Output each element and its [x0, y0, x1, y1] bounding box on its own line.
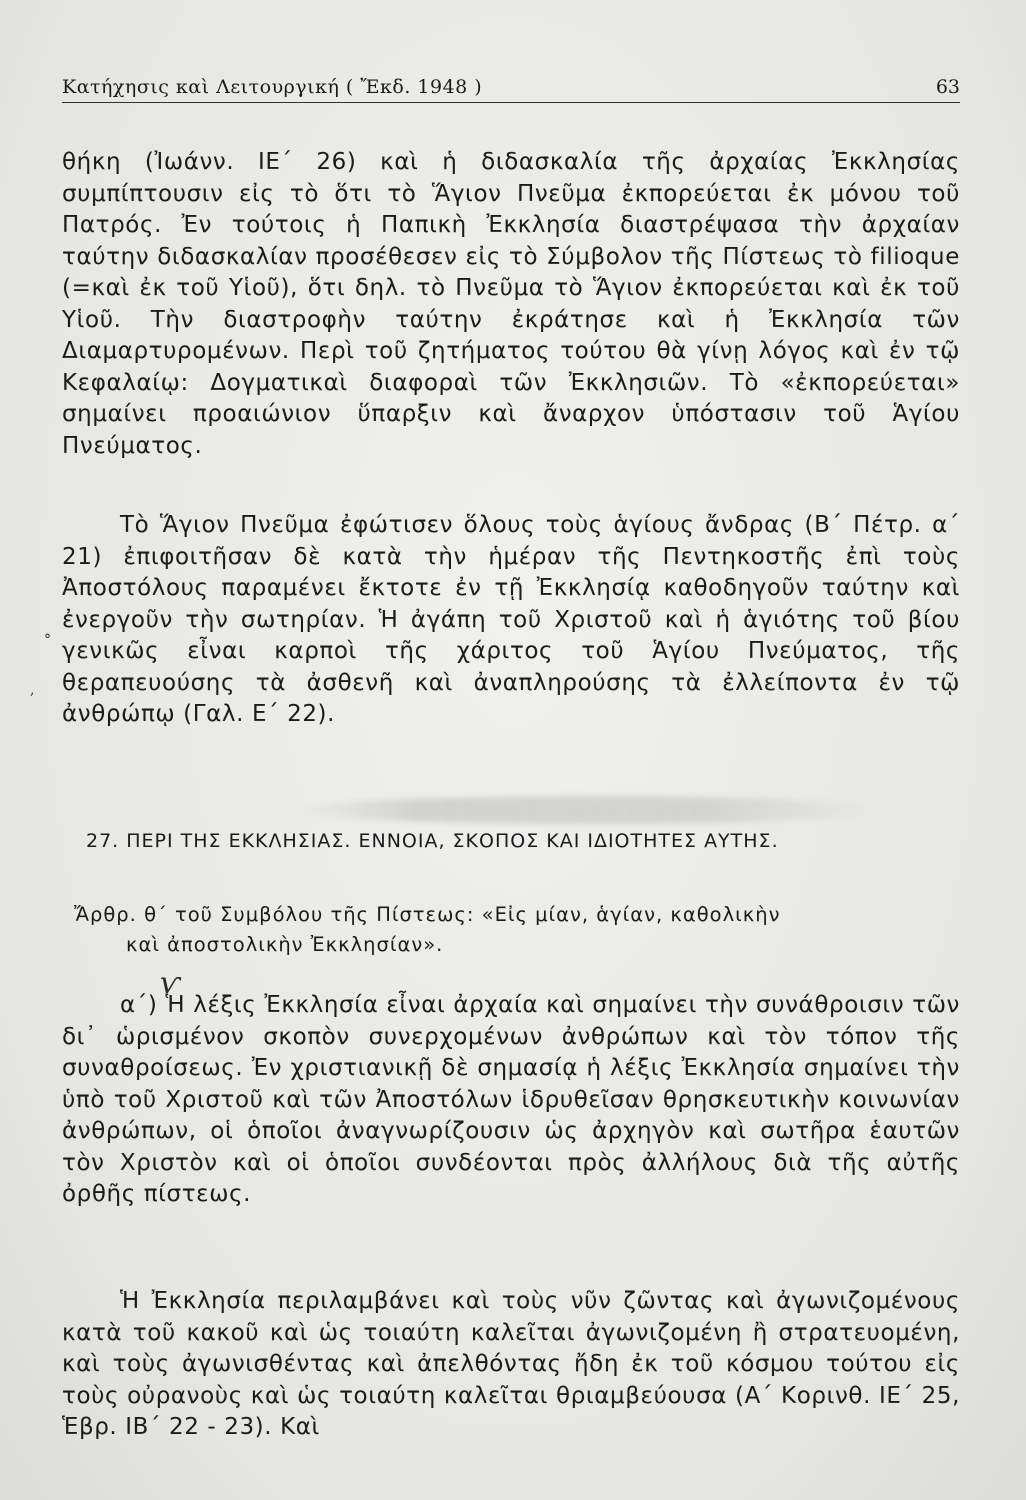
paragraph-filioque: θήκη (Ἰωάνν. ΙΕ΄ 26) καὶ ἡ διδασκαλία τῆς ἀρχαίας Ἐκκλησίας συμπίπτουσιν εἰς τὸ ὅτι τὸ Ἅγιον Πνεῦμα ἐκπορεύεται ἐκ μόνου τοῦ Πατρός. Ἐν τούτοις ἡ Παπικὴ Ἐκκλησία διαστρέψασα τὴν ἀρχαίαν ταύτην διδασκαλίαν προσέθεσεν εἰς τὸ Σύμβολον τῆς Πίστεως τὸ filioque (=καὶ ἐκ τοῦ Υἱοῦ), ὅτι δηλ. τὸ Πνεῦμα τὸ Ἅγιον ἐκπορεύεται καὶ ἐκ τοῦ Υἱοῦ. Τὴν διαστροφὴν ταύτην ἐκράτησε καὶ ἡ Ἐκκλησία τῶν Διαμαρτυρομένων. Περὶ τοῦ ζητήματος τούτου θὰ γίνῃ λόγος καὶ ἐν τῷ Κεφαλαίῳ: Δογματικαὶ διαφοραὶ τῶν Ἐκκλησιῶν. Τὸ «ἐκπορεύεται» σημαίνει προαιώνιον ὕπαρξιν καὶ ἄναρχον ὑπόστασιν τοῦ Ἁγίου Πνεύματος.	[62, 149, 960, 459]
creed-article-line2: καὶ ἀποστολικὴν Ἐκκλησίαν».	[126, 933, 444, 956]
header-title: Κατήχησις καὶ Λειτουργική ( Ἔκδ. 1948 )	[62, 76, 483, 98]
margin-dot-mark: °	[44, 632, 51, 648]
section-heading: 27. ΠΕΡΙ ΤΗΣ ΕΚΚΛΗΣΙΑΣ. ΕΝΝΟΙΑ, ΣΚΟΠΟΣ ΚΑΙ ΙΔΙΟΤΗΤΕΣ ΑΥΤΗΣ.	[86, 830, 779, 852]
paragraph-holy-spirit: Τὸ Ἅγιον Πνεῦμα ἐφώτισεν ὅλους τοὺς ἁγίους ἄνδρας (Β΄ Πέτρ. α΄ 21) ἐπιφοιτῆσαν δὲ κατὰ τὴν ἡμέραν τῆς Πεντηκοστῆς ἐπὶ τοὺς Ἀποστόλους παραμένει ἔκτοτε ἐν τῇ Ἐκκλησίᾳ καθοδηγοῦν ταύτην καὶ ἐνεργοῦν τὴν σωτηρίαν. Ἡ ἀγάπη τοῦ Χριστοῦ καὶ ἡ ἁγιότης τοῦ βίου γενικῶς εἶναι καρποὶ τῆς χάριτος τοῦ Ἁγίου Πνεύματος, τῆς θεραπευούσης τὰ ἀσθενῆ καὶ ἀναπληρούσης τὰ ἐλλείποντα ἐν τῷ ἀνθρώπῳ (Γαλ. Ε΄ 22).	[62, 512, 960, 727]
paragraph-definition: α΄) Ἡ λέξις Ἐκκλησία εἶναι ἀρχαία καὶ σημαίνει τὴν συνάθροισιν τῶν δι᾽ ὡρισμένον σκοπὸν συνερχομένων ἀνθρώπων καὶ τὸν τόπον τῆς συναθροίσεως. Ἐν χριστιανικῇ δὲ σημασίᾳ ἡ λέξις Ἐκκλησία σημαίνει τὴν ὑπὸ τοῦ Χριστοῦ καὶ τῶν Ἀποστόλων ἱδρυθεῖσαν θρησκευτικὴν κοινωνίαν ἀνθρώπων, οἱ ὁποῖοι ἀναγνωρίζουσιν ὡς ἀρχηγὸν καὶ σωτῆρα ἑαυτῶν τὸν Χριστὸν καὶ οἱ ὁποῖοι συνδέονται πρὸς ἀλλήλους διὰ τῆς αὐτῆς ὀρθῆς πίστεως.	[62, 992, 960, 1207]
handwriting-smear	[300, 796, 880, 824]
page-number: 63	[935, 76, 960, 98]
creed-article-quote	[74, 900, 960, 960]
margin-comma-mark: ,	[30, 682, 35, 698]
running-header	[62, 76, 960, 103]
creed-article-line1: Ἄρθρ. θ΄ τοῦ Συμβόλου τῆς Πίστεως: «Εἰς μίαν, ἁγίαν, καθολικὴν	[74, 903, 781, 926]
paragraph-militant-triumphant: Ἡ Ἐκκλησία περιλαμβάνει καὶ τοὺς νῦν ζῶντας καὶ ἀγωνιζομένους κατὰ τοῦ κακοῦ καὶ ὡς τοιαύτη καλεῖται ἀγωνιζομένη ἢ στρατευομένη, καὶ τοὺς ἀγωνισθέντας καὶ ἀπελθόντας ἤδη ἐκ τοῦ κόσμου τούτου εἰς τοὺς οὐρανοὺς καὶ ὡς τοιαύτη καλεῖται θριαμβεύουσα (Α΄ Κορινθ. ΙΕ΄ 25, Ἑβρ. ΙΒ΄ 22 - 23). Καὶ	[62, 1288, 960, 1440]
pen-tick-mark: ⱱ	[160, 966, 180, 1001]
